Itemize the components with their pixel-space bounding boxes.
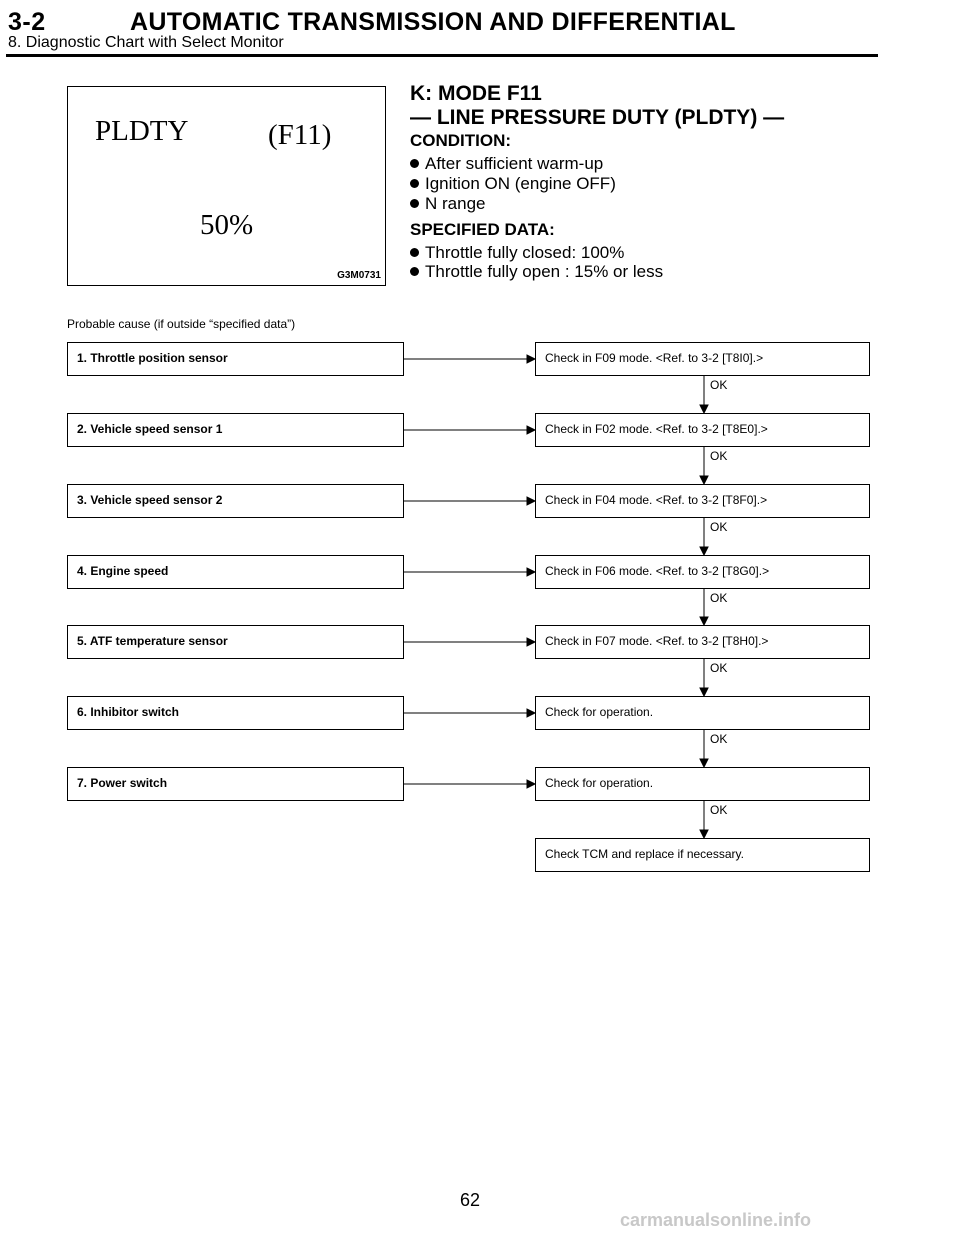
arrow-right-icon: [527, 780, 535, 788]
arrow-right-icon: [527, 709, 535, 717]
result-label: OK: [710, 661, 728, 675]
result-label: OK: [710, 520, 728, 534]
specified-data-heading: SPECIFIED DATA:: [410, 220, 555, 239]
arrow-down-icon: [700, 617, 708, 625]
arrow-down-icon: [700, 476, 708, 484]
arrow-down-icon: [700, 405, 708, 413]
section-title: AUTOMATIC TRANSMISSION AND DIFFERENTIAL: [130, 8, 736, 36]
figure-code: G3M0731: [337, 270, 381, 281]
condition-item: After sufficient warm-up: [410, 154, 603, 174]
cause-box: 5. ATF temperature sensor: [67, 625, 404, 659]
check-box: Check in F07 mode. <Ref. to 3-2 [T8H0].>: [535, 625, 870, 659]
check-box: Check in F04 mode. <Ref. to 3-2 [T8F0].>: [535, 484, 870, 518]
check-box: Check in F02 mode. <Ref. to 3-2 [T8E0].>: [535, 413, 870, 447]
arrow-right-icon: [527, 355, 535, 363]
result-label: OK: [710, 449, 728, 463]
monitor-parameter: PLDTY: [95, 115, 189, 147]
condition-item: Ignition ON (engine OFF): [410, 174, 616, 194]
result-label: OK: [710, 803, 728, 817]
result-label: OK: [710, 378, 728, 392]
arrow-right-icon: [527, 568, 535, 576]
monitor-value: 50%: [200, 209, 254, 241]
cause-box: 7. Power switch: [67, 767, 404, 801]
check-box: Check in F09 mode. <Ref. to 3-2 [T8I0].>: [535, 342, 870, 376]
arrow-down-icon: [700, 547, 708, 555]
arrow-right-icon: [527, 497, 535, 505]
section-number: 3-2: [8, 8, 46, 36]
cause-box: 4. Engine speed: [67, 555, 404, 589]
final-action-box: Check TCM and replace if necessary.: [535, 838, 870, 872]
cause-box: 1. Throttle position sensor: [67, 342, 404, 376]
subsection-title: 8. Diagnostic Chart with Select Monitor: [8, 34, 284, 51]
specified-item: Throttle fully open : 15% or less: [410, 262, 663, 282]
result-label: OK: [710, 732, 728, 746]
condition-heading: CONDITION:: [410, 131, 512, 150]
arrow-down-icon: [700, 688, 708, 696]
condition-item: N range: [410, 194, 485, 214]
check-box: Check for operation.: [535, 696, 870, 730]
arrow-down-icon: [700, 830, 708, 838]
arrow-right-icon: [527, 426, 535, 434]
mode-subtitle: — LINE PRESSURE DUTY (PLDTY) —: [410, 106, 785, 129]
cause-box: 6. Inhibitor switch: [67, 696, 404, 730]
cause-box: 3. Vehicle speed sensor 2: [67, 484, 404, 518]
page-number: 62: [459, 1190, 481, 1210]
probable-cause-label: Probable cause (if outside “specified data”): [67, 317, 296, 331]
arrow-down-icon: [700, 759, 708, 767]
watermark: carmanualsonline.info: [620, 1210, 812, 1230]
mode-title: K: MODE F11: [410, 82, 542, 105]
monitor-mode-code: (F11): [268, 119, 332, 151]
specified-item: Throttle fully closed: 100%: [410, 243, 624, 263]
arrow-right-icon: [527, 638, 535, 646]
result-label: OK: [710, 591, 728, 605]
check-box: Check in F06 mode. <Ref. to 3-2 [T8G0].>: [535, 555, 870, 589]
check-box: Check for operation.: [535, 767, 870, 801]
cause-box: 2. Vehicle speed sensor 1: [67, 413, 404, 447]
